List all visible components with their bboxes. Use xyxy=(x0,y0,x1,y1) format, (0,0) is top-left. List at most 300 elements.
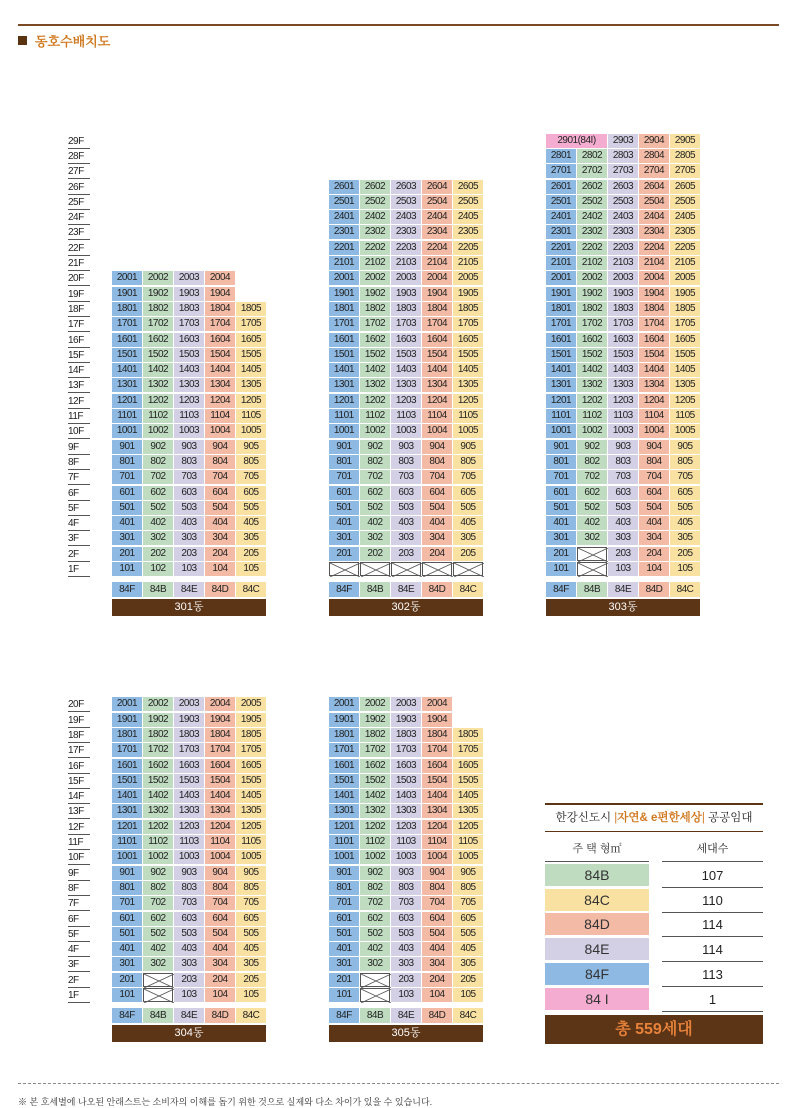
unit-cell: 1102 xyxy=(143,835,173,849)
unit-cell: 101 xyxy=(112,988,142,1002)
unit-type-label: 84C xyxy=(236,1008,266,1023)
unit-type-label: 84F xyxy=(329,582,359,597)
unit-cell: 103 xyxy=(174,988,204,1002)
unit-cell: 105 xyxy=(453,988,483,1002)
unit-cell: 2502 xyxy=(577,195,607,209)
summary-count: 1 xyxy=(662,988,763,1012)
unit-cell: 705 xyxy=(236,896,266,910)
unit-cell: 1502 xyxy=(143,774,173,788)
unit-cell: 2004 xyxy=(422,271,452,285)
unit-cell: 903 xyxy=(391,440,421,454)
unit-cell: 1302 xyxy=(143,804,173,818)
unit-type-label: 84D xyxy=(205,1008,235,1023)
unit-cell: 901 xyxy=(546,440,576,454)
unit-cell: 1802 xyxy=(577,302,607,316)
unit-cell: 704 xyxy=(422,470,452,484)
floor-label: 24F xyxy=(68,210,90,225)
unit-cell: 1001 xyxy=(546,424,576,438)
unit-type-label: 84B xyxy=(360,1008,390,1023)
unit-cell: 1805 xyxy=(670,302,700,316)
unit-cell: 605 xyxy=(453,912,483,926)
unit-cell: 2301 xyxy=(546,225,576,239)
unit-cell: 104 xyxy=(422,988,452,1002)
unit-type-label: 84D xyxy=(205,582,235,597)
unit-cell: 1201 xyxy=(112,394,142,408)
unit-cell: 1402 xyxy=(360,789,390,803)
unit-cell: 2603 xyxy=(608,180,638,194)
unit-cell: 2302 xyxy=(360,225,390,239)
unit-cell: 302 xyxy=(360,957,390,971)
unit-cell: 1603 xyxy=(174,759,204,773)
unit-cell: 303 xyxy=(174,531,204,545)
unit-cell: 1304 xyxy=(639,378,669,392)
unit-cell: 802 xyxy=(143,881,173,895)
unit-cell: 1501 xyxy=(546,348,576,362)
unit-cell: 402 xyxy=(577,516,607,530)
unit-cell: 2202 xyxy=(360,241,390,255)
unit-cell: 1201 xyxy=(329,394,359,408)
unit-cell: 2401 xyxy=(546,210,576,224)
unit-cell: 2304 xyxy=(422,225,452,239)
unit-cell: 504 xyxy=(422,927,452,941)
unit-cell: 1505 xyxy=(236,774,266,788)
unit-cell: 1804 xyxy=(422,302,452,316)
unit-cell: 205 xyxy=(453,547,483,561)
unit-cell: 1402 xyxy=(143,363,173,377)
unit-cell: 205 xyxy=(236,973,266,987)
floor-label: 12F xyxy=(68,394,90,409)
unit-cell: 401 xyxy=(112,516,142,530)
unit-cell: 104 xyxy=(639,562,669,576)
unit-cell: 505 xyxy=(236,927,266,941)
unit-cell: 2602 xyxy=(577,180,607,194)
unit-cell: 1602 xyxy=(143,759,173,773)
unit-cell: 1805 xyxy=(453,728,483,742)
building-name: 305동 xyxy=(329,1025,483,1042)
unit-cell: 1903 xyxy=(391,287,421,301)
floor-label: 9F xyxy=(68,440,90,455)
unit-cell: 1802 xyxy=(143,302,173,316)
unit-cell: 502 xyxy=(360,501,390,515)
floor-label: 12F xyxy=(68,820,90,835)
unit-cell: 2302 xyxy=(577,225,607,239)
unit-cell: 1804 xyxy=(205,302,235,316)
summary-row xyxy=(545,913,763,937)
unit-cell: 2001 xyxy=(329,697,359,711)
unit-cell: 1602 xyxy=(360,333,390,347)
empty-unit-cell xyxy=(143,988,173,1002)
unit-cell: 2605 xyxy=(670,180,700,194)
unit-cell: 2403 xyxy=(391,210,421,224)
unit-cell: 1101 xyxy=(112,409,142,423)
floor-label: 27F xyxy=(68,164,90,179)
unit-cell: 203 xyxy=(391,547,421,561)
unit-cell: 702 xyxy=(360,470,390,484)
unit-cell: 504 xyxy=(639,501,669,515)
unit-cell: 1703 xyxy=(391,317,421,331)
unit-cell: 404 xyxy=(205,942,235,956)
unit-cell: 1104 xyxy=(422,409,452,423)
unit-cell: 1502 xyxy=(143,348,173,362)
unit-cell: 1802 xyxy=(360,728,390,742)
unit-cell: 1203 xyxy=(174,394,204,408)
floor-label: 10F xyxy=(68,424,90,439)
unit-cell: 1101 xyxy=(546,409,576,423)
unit-cell: 1801 xyxy=(329,302,359,316)
unit-cell: 605 xyxy=(453,486,483,500)
unit-cell: 1901 xyxy=(112,713,142,727)
unit-cell: 803 xyxy=(391,455,421,469)
empty-unit-cell xyxy=(329,562,359,576)
unit-cell: 902 xyxy=(360,866,390,880)
unit-cell: 1002 xyxy=(143,850,173,864)
unit-cell: 2801 xyxy=(546,149,576,163)
unit-cell: 602 xyxy=(360,912,390,926)
floor-label: 14F xyxy=(68,363,90,378)
unit-cell: 804 xyxy=(422,881,452,895)
unit-cell: 2201 xyxy=(546,241,576,255)
unit-cell: 2803 xyxy=(608,149,638,163)
unit-type-label: 84F xyxy=(112,1008,142,1023)
unit-cell: 1602 xyxy=(577,333,607,347)
unit-cell: 603 xyxy=(174,912,204,926)
unit-cell: 803 xyxy=(391,881,421,895)
summary-row xyxy=(545,889,763,913)
unit-cell: 801 xyxy=(329,455,359,469)
empty-unit-cell xyxy=(422,562,452,576)
unit-cell: 1105 xyxy=(670,409,700,423)
unit-cell: 1201 xyxy=(112,820,142,834)
unit-cell: 504 xyxy=(205,501,235,515)
unit-cell: 1104 xyxy=(639,409,669,423)
unit-cell: 903 xyxy=(174,440,204,454)
unit-cell: 1101 xyxy=(112,835,142,849)
unit-cell: 1904 xyxy=(422,713,452,727)
unit-cell: 1205 xyxy=(453,394,483,408)
unit-cell: 1902 xyxy=(577,287,607,301)
unit-cell: 1305 xyxy=(453,804,483,818)
unit-cell: 2604 xyxy=(639,180,669,194)
unit-cell: 305 xyxy=(453,957,483,971)
unit-cell: 2605 xyxy=(453,180,483,194)
empty-unit-cell xyxy=(360,988,390,1002)
unit-cell: 2403 xyxy=(608,210,638,224)
unit-cell: 2002 xyxy=(360,697,390,711)
unit-cell: 1301 xyxy=(112,804,142,818)
unit-cell: 2005 xyxy=(236,697,266,711)
unit-cell: 2103 xyxy=(608,256,638,270)
unit-cell: 1605 xyxy=(453,759,483,773)
unit-cell: 905 xyxy=(453,440,483,454)
unit-cell: 902 xyxy=(577,440,607,454)
unit-cell: 1701 xyxy=(546,317,576,331)
floor-label: 2F xyxy=(68,547,90,562)
unit-cell: 1702 xyxy=(360,317,390,331)
summary-row xyxy=(545,988,763,1012)
unit-cell: 803 xyxy=(174,455,204,469)
unit-cell: 905 xyxy=(236,866,266,880)
unit-cell: 1401 xyxy=(112,363,142,377)
unit-cell: 202 xyxy=(143,547,173,561)
unit-cell: 1505 xyxy=(236,348,266,362)
unit-cell: 1403 xyxy=(391,789,421,803)
unit-cell: 405 xyxy=(453,516,483,530)
floor-label: 20F xyxy=(68,271,90,286)
unit-cell: 503 xyxy=(391,927,421,941)
unit-cell: 2402 xyxy=(360,210,390,224)
section-title: 동호수배치도 xyxy=(35,34,111,49)
unit-cell: 1503 xyxy=(608,348,638,362)
unit-cell: 1804 xyxy=(639,302,669,316)
unit-cell: 2102 xyxy=(360,256,390,270)
unit-cell: 1103 xyxy=(174,409,204,423)
floor-label: 8F xyxy=(68,455,90,470)
unit-cell: 1902 xyxy=(360,287,390,301)
unit-cell: 2604 xyxy=(422,180,452,194)
floor-label: 13F xyxy=(68,804,90,819)
unit-cell: 1305 xyxy=(670,378,700,392)
unit-cell: 1705 xyxy=(236,317,266,331)
unit-cell: 2301 xyxy=(329,225,359,239)
unit-cell: 902 xyxy=(143,866,173,880)
unit-cell: 2105 xyxy=(453,256,483,270)
unit-cell: 1601 xyxy=(329,333,359,347)
unit-cell: 905 xyxy=(453,866,483,880)
unit-cell: 801 xyxy=(329,881,359,895)
unit-cell: 204 xyxy=(422,547,452,561)
unit-cell: 1103 xyxy=(174,835,204,849)
unit-cell: 1003 xyxy=(174,424,204,438)
unit-cell: 1405 xyxy=(453,363,483,377)
unit-cell: 1703 xyxy=(391,743,421,757)
unit-cell: 1205 xyxy=(453,820,483,834)
summary-count: 114 xyxy=(662,938,763,962)
unit-cell: 803 xyxy=(174,881,204,895)
unit-cell: 1202 xyxy=(360,820,390,834)
unit-cell: 2002 xyxy=(143,271,173,285)
summary-table-title: 한강신도시 |자연& e편한세상| 공공임대 xyxy=(545,803,763,832)
unit-cell: 304 xyxy=(205,957,235,971)
unit-cell: 701 xyxy=(329,896,359,910)
floor-label: 19F xyxy=(68,713,90,728)
unit-cell: 2003 xyxy=(391,697,421,711)
unit-cell: 505 xyxy=(236,501,266,515)
unit-cell: 1401 xyxy=(112,789,142,803)
unit-cell: 402 xyxy=(143,942,173,956)
unit-cell: 1205 xyxy=(236,820,266,834)
unit-cell: 1704 xyxy=(205,743,235,757)
floor-label: 6F xyxy=(68,912,90,927)
unit-cell: 1904 xyxy=(205,713,235,727)
unit-cell: 903 xyxy=(174,866,204,880)
unit-cell: 1404 xyxy=(422,363,452,377)
unit-cell: 401 xyxy=(112,942,142,956)
unit-cell: 604 xyxy=(422,912,452,926)
unit-cell: 203 xyxy=(174,547,204,561)
unit-cell: 1404 xyxy=(422,789,452,803)
unit-cell: 1002 xyxy=(360,424,390,438)
floor-label: 20F xyxy=(68,697,90,712)
unit-cell: 1105 xyxy=(453,409,483,423)
floor-label: 7F xyxy=(68,896,90,911)
unit-cell: 1502 xyxy=(577,348,607,362)
floor-label: 25F xyxy=(68,195,90,210)
unit-cell: 704 xyxy=(205,896,235,910)
unit-cell: 1802 xyxy=(360,302,390,316)
unit-cell: 1302 xyxy=(360,378,390,392)
unit-cell: 304 xyxy=(639,531,669,545)
unit-cell: 204 xyxy=(422,973,452,987)
unit-cell: 2405 xyxy=(453,210,483,224)
unit-cell: 1005 xyxy=(236,424,266,438)
unit-cell: 1902 xyxy=(143,287,173,301)
square-bullet-icon xyxy=(18,36,27,45)
unit-cell: 103 xyxy=(174,562,204,576)
unit-cell: 2005 xyxy=(670,271,700,285)
unit-cell: 2004 xyxy=(639,271,669,285)
unit-cell: 2805 xyxy=(670,149,700,163)
unit-cell: 1104 xyxy=(205,835,235,849)
unit-cell: 2702 xyxy=(577,164,607,178)
unit-cell: 2104 xyxy=(422,256,452,270)
unit-cell: 902 xyxy=(143,440,173,454)
floor-label: 22F xyxy=(68,241,90,256)
unit-cell: 1804 xyxy=(422,728,452,742)
unit-cell: 101 xyxy=(112,562,142,576)
floor-label: 16F xyxy=(68,333,90,348)
unit-cell: 502 xyxy=(143,927,173,941)
unit-cell: 701 xyxy=(546,470,576,484)
floor-label: 15F xyxy=(68,348,90,363)
unit-cell: 1301 xyxy=(329,804,359,818)
section-header xyxy=(18,31,110,50)
unit-cell: 505 xyxy=(453,501,483,515)
unit-cell: 1203 xyxy=(391,820,421,834)
unit-cell: 402 xyxy=(143,516,173,530)
unit-cell: 1302 xyxy=(360,804,390,818)
unit-cell: 1604 xyxy=(205,759,235,773)
unit-cell: 303 xyxy=(608,531,638,545)
unit-type-label: 84E xyxy=(391,582,421,597)
unit-cell: 1302 xyxy=(143,378,173,392)
unit-cell: 901 xyxy=(112,440,142,454)
unit-cell: 303 xyxy=(391,957,421,971)
unit-cell: 1701 xyxy=(112,743,142,757)
unit-cell: 1304 xyxy=(422,804,452,818)
unit-cell: 1203 xyxy=(391,394,421,408)
unit-cell: 602 xyxy=(360,486,390,500)
unit-cell: 1602 xyxy=(360,759,390,773)
summary-type: 84 I xyxy=(545,988,649,1010)
unit-cell: 2001 xyxy=(112,697,142,711)
unit-cell: 1304 xyxy=(205,378,235,392)
unit-cell: 2001 xyxy=(329,271,359,285)
floor-label: 9F xyxy=(68,866,90,881)
building-name: 303동 xyxy=(546,599,700,616)
unit-cell: 604 xyxy=(422,486,452,500)
unit-cell: 604 xyxy=(639,486,669,500)
unit-cell: 1901 xyxy=(329,713,359,727)
unit-cell: 901 xyxy=(329,866,359,880)
unit-cell: 702 xyxy=(143,470,173,484)
unit-cell: 1102 xyxy=(360,409,390,423)
unit-cell: 1504 xyxy=(422,348,452,362)
unit-cell: 1505 xyxy=(670,348,700,362)
empty-unit-cell xyxy=(453,562,483,576)
unit-cell: 1403 xyxy=(174,363,204,377)
unit-cell: 105 xyxy=(670,562,700,576)
unit-cell: 603 xyxy=(391,912,421,926)
unit-cell: 2304 xyxy=(639,225,669,239)
unit-cell: 1902 xyxy=(360,713,390,727)
summary-count: 107 xyxy=(662,864,763,888)
unit-cell: 202 xyxy=(360,547,390,561)
unit-cell: 1501 xyxy=(112,774,142,788)
unit-cell: 2205 xyxy=(453,241,483,255)
unit-cell: 205 xyxy=(453,973,483,987)
unit-cell: 704 xyxy=(639,470,669,484)
unit-cell: 1704 xyxy=(639,317,669,331)
unit-cell: 1701 xyxy=(329,743,359,757)
unit-cell: 1502 xyxy=(360,774,390,788)
unit-cell: 1805 xyxy=(453,302,483,316)
unit-cell: 501 xyxy=(329,501,359,515)
unit-cell: 805 xyxy=(453,455,483,469)
unit-cell: 1803 xyxy=(174,728,204,742)
unit-cell: 1105 xyxy=(236,409,266,423)
unit-cell: 2602 xyxy=(360,180,390,194)
unit-cell: 1605 xyxy=(236,333,266,347)
unit-cell: 201 xyxy=(546,547,576,561)
unit-cell: 1801 xyxy=(112,302,142,316)
unit-cell: 201 xyxy=(112,547,142,561)
unit-cell: 603 xyxy=(391,486,421,500)
unit-cell: 1204 xyxy=(205,394,235,408)
unit-cell: 305 xyxy=(453,531,483,545)
unit-type-label: 84F xyxy=(329,1008,359,1023)
unit-cell: 2001 xyxy=(112,271,142,285)
unit-cell: 2105 xyxy=(670,256,700,270)
unit-cell: 1003 xyxy=(174,850,204,864)
footnote: ※ 본 호세별에 나오된 안래스트는 소비자의 이해를 돕기 위한 것으로 실제와 다소 차이가 있을 수 있습니다. xyxy=(18,1097,433,1107)
unit-cell: 1904 xyxy=(639,287,669,301)
unit-cell: 904 xyxy=(422,440,452,454)
unit-cell: 803 xyxy=(608,455,638,469)
unit-cell: 1805 xyxy=(236,728,266,742)
unit-cell: 304 xyxy=(422,531,452,545)
unit-cell: 301 xyxy=(112,531,142,545)
unit-cell: 1005 xyxy=(670,424,700,438)
unit-cell: 1603 xyxy=(608,333,638,347)
unit-cell: 1305 xyxy=(236,804,266,818)
unit-cell: 2003 xyxy=(174,697,204,711)
floor-label: 8F xyxy=(68,881,90,896)
empty-unit-cell xyxy=(577,547,607,561)
unit-cell: 1004 xyxy=(422,850,452,864)
unit-cell: 2201 xyxy=(329,241,359,255)
summary-count: 110 xyxy=(662,889,763,913)
unit-cell: 2005 xyxy=(453,271,483,285)
summary-title-suffix: 공공임대 xyxy=(708,812,753,824)
unit-cell: 503 xyxy=(391,501,421,515)
unit-cell: 1703 xyxy=(174,743,204,757)
unit-cell: 1104 xyxy=(422,835,452,849)
unit-cell: 404 xyxy=(639,516,669,530)
unit-cell: 1503 xyxy=(391,348,421,362)
unit-type-label: 84C xyxy=(453,1008,483,1023)
unit-cell: 2101 xyxy=(329,256,359,270)
unit-cell: 201 xyxy=(329,973,359,987)
